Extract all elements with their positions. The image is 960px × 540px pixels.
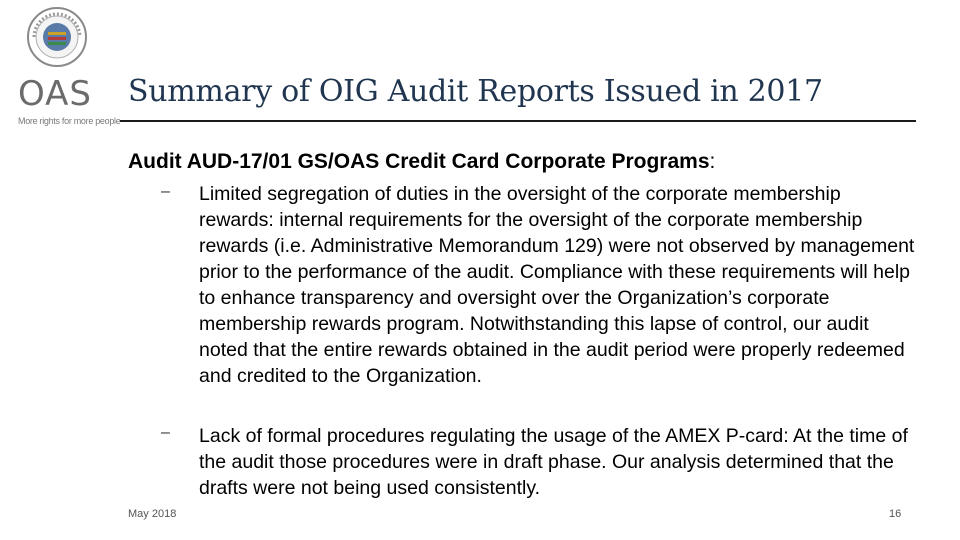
page-number: 16: [889, 508, 902, 520]
bullet-marker: –: [161, 424, 170, 441]
audit-heading: [128, 148, 715, 176]
bullet-marker: –: [161, 183, 170, 200]
slide-title: Summary of OIG Audit Reports Issued in 2017: [128, 74, 823, 109]
audit-heading-colon: :: [709, 150, 716, 173]
audit-heading-text: Audit AUD-17/01 GS/OAS Credit Card Corporate Programs: [128, 150, 710, 173]
bullet-text-procedures: Lack of formal procedures regulating the usage of the AMEX P-card: At the time of the audit those procedures were in draft phase. Our analysis determined that the drafts were not being used consistently.: [199, 425, 908, 499]
footer-date: May 2018: [128, 508, 177, 520]
bullet-text-segregation: Limited segregation of duties in the oversight of the corporate membership rewards: internal requirements for the oversight of the corporate membership rewards (i.e. Administrative Memorandum 129) were not observed by management prior to the performance of the audit. Compliance with these requirements will help to enhance transparency and oversight over the Organization’s corporate membership rewards program. Notwithstanding this lapse of control, our audit noted that the entire rewards obtained in the audit period were properly redeemed and credited to the Organization.: [199, 183, 915, 387]
oas-seal-icon: [26, 6, 88, 68]
title-divider: [120, 120, 916, 122]
oas-logo: [14, 6, 121, 126]
logo-tagline: More rights for more people: [18, 116, 121, 126]
logo-text: OAS: [18, 74, 93, 114]
